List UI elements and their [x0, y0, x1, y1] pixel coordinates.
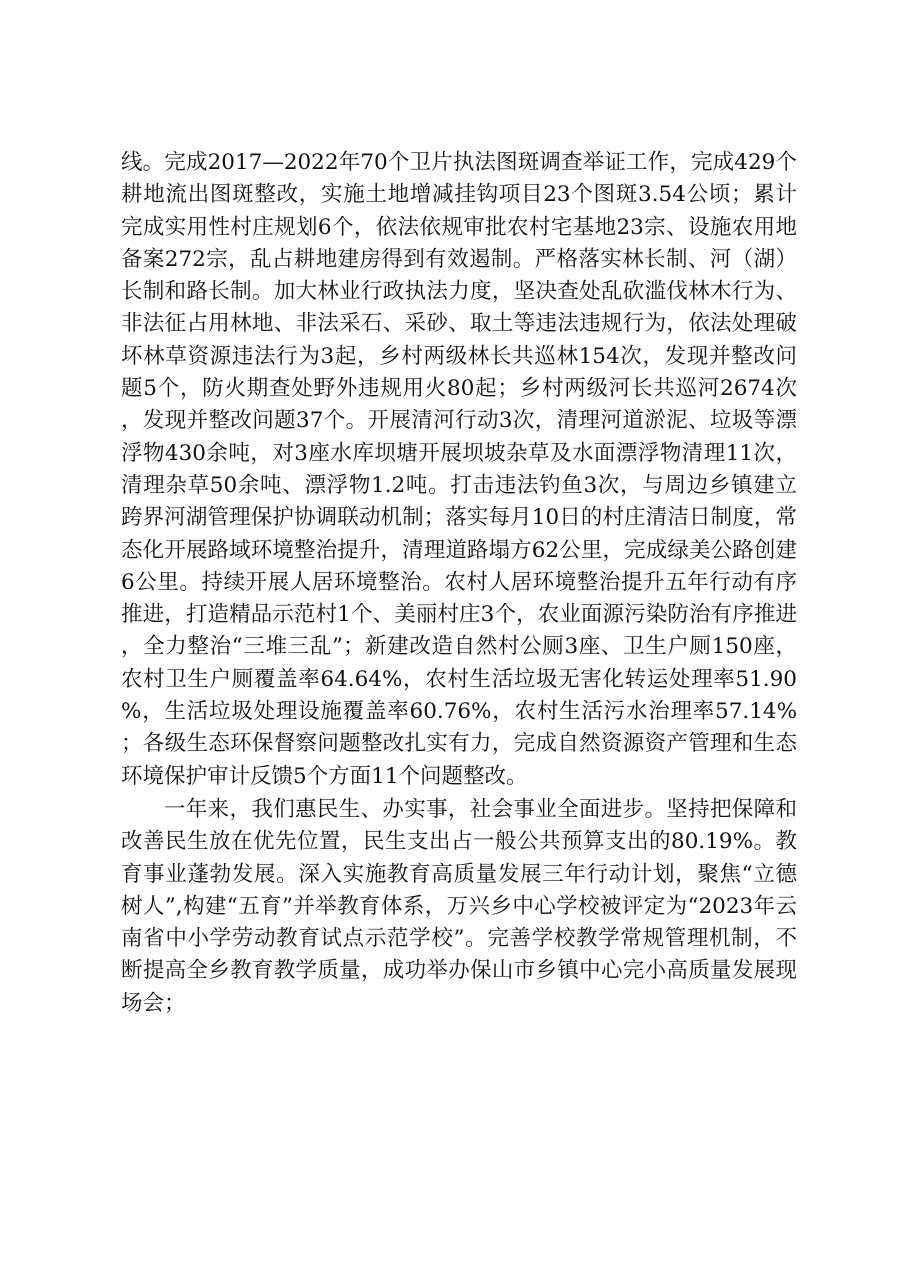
paragraph-land-forest-river-environment: 线。完成2017—2022年70个卫片执法图斑调查举证工作，完成429个耕地流出图斑整改，实施土地增减挂钩项目23个图斑3.54公顷；累计完成实用性村庄规划6个，依法依规审批农村宅基地23宗、设施农用地备案272宗，乱占耕地建房得到有效遏制。严格落实林长制、河（湖）长制和路长制。加大林业行政执法力度，坚决查处乱砍滥伐林木行为、非法征占用林地、非法采石、采砂、取土等违法违规行为，依法处理破坏林草资源违法行为3起，乡村两级林长共巡林154次，发现并整改问题5个，防火期查处野外违规用火80起；乡村两级河长共巡河2674次，发现并整改问题37个。开展清河行动3次，清理河道淤泥、垃圾等漂浮物430余吨，对3座水库坝塘开展坝坡杂草及水面漂浮物清理11次，清理杂草50余吨、漂浮物1.2吨。打击违法钓鱼3次，与周边乡镇建立跨界河湖管理保护协调联动机制；落实每月10日的村庄清洁日制度，常态化开展路域环境整治提升，清理道路塌方62公里，完成绿美公路创建6公里。持续开展人居环境整治。农村人居环境整治提升五年行动有序推进，打造精品示范村1个、美丽村庄3个，农业面源污染防治有序推进，全力整治“三堆三乱”；新建改造自然村公厕3座、卫生户厕150座，农村卫生户厕覆盖率64.64%，农村生活垃圾无害化转运处理率51.90%，生活垃圾处理设施覆盖率60.76%，农村生活污水治理率57.14%；各级生态环保督察问题整改扎实有力，完成自然资源资产管理和生态环境保护审计反馈5个方面11个问题整改。	[121, 150, 797, 789]
paragraph-livelihood-education: 一年来，我们惠民生、办实事，社会事业全面进步。坚持把保障和改善民生放在优先位置，民生支出占一般公共预算支出的80.19%。教育事业蓬勃发展。深入实施教育高质量发展三年行动计划，聚焦“立德树人”,构建“五育”并举教育体系，万兴乡中心学校被评定为“2023年云南省中小学劳动教育试点示范学校”。完善学校教学常规管理机制，不断提高全乡教育教学质量，成功举办保山市乡镇中心完小高质量发展现场会；	[121, 796, 797, 1016]
document-body	[121, 147, 797, 1020]
